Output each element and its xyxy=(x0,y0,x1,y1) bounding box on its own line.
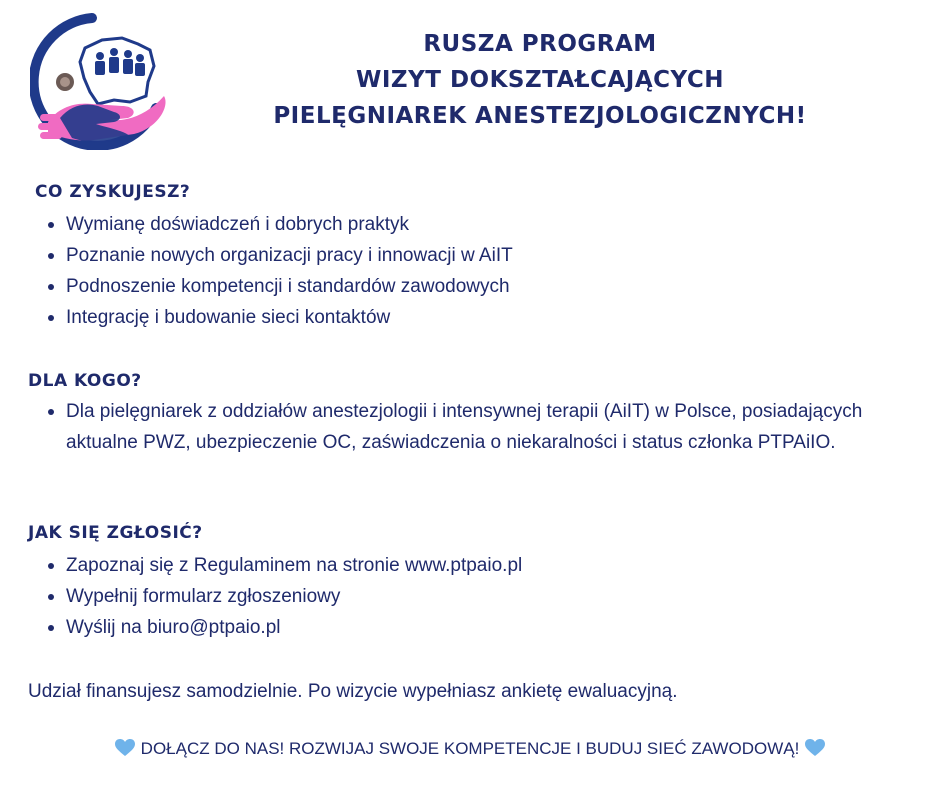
title-line-2: WIZYT DOKSZTAŁCAJĄCYCH xyxy=(355,67,725,93)
financing-note: Udział finansujesz samodzielnie. Po wizycie wypełniasz ankietę ewaluacyjną. xyxy=(28,681,678,702)
list-item: Zapoznaj się z Regulaminem na stronie www.ptpaio.pl xyxy=(46,550,906,581)
call-to-action xyxy=(0,735,940,766)
apply-list xyxy=(46,550,906,643)
apply-heading: JAK SIĘ ZGŁOSIĆ? xyxy=(28,523,203,543)
list-item: Poznanie nowych organizacji pracy i innowacji w AiIT xyxy=(46,240,906,271)
ptpaio-logo-icon xyxy=(30,10,180,150)
list-item: Wyślij na biuro@ptpaio.pl xyxy=(46,612,906,643)
list-item: Wypełnij formularz zgłoszeniowy xyxy=(46,581,906,612)
list-item: Integrację i budowanie sieci kontaktów xyxy=(46,302,906,333)
organization-logo xyxy=(30,10,180,150)
list-item: Dla pielęgniarek z oddziałów anestezjologii i intensywnej terapii (AiIT) w Polsce, posiadających aktualne PWZ, ubezpieczenie OC, zaświadczenia o niekaralności i status członka PTPAiIO. xyxy=(46,396,906,458)
benefits-heading: CO ZYSKUJESZ? xyxy=(35,182,191,202)
footer-text: DOŁĄCZ DO NAS! ROZWIJAJ SWOJE KOMPETENCJE I BUDUJ SIEĆ ZAWODOWĄ! xyxy=(140,739,800,758)
title-line-1: RUSZA PROGRAM xyxy=(423,31,657,57)
blue-heart-icon xyxy=(115,738,135,766)
benefits-list xyxy=(46,209,906,333)
list-item: Wymianę doświadczeń i dobrych praktyk xyxy=(46,209,906,240)
title-line-3: PIELĘGNIAREK ANESTEZJOLOGICZNYCH! xyxy=(273,103,807,129)
main-title xyxy=(180,26,900,134)
audience-heading: DLA KOGO? xyxy=(28,371,142,391)
list-item: Podnoszenie kompetencji i standardów zawodowych xyxy=(46,271,906,302)
blue-heart-icon xyxy=(805,738,825,766)
audience-list xyxy=(46,396,906,458)
